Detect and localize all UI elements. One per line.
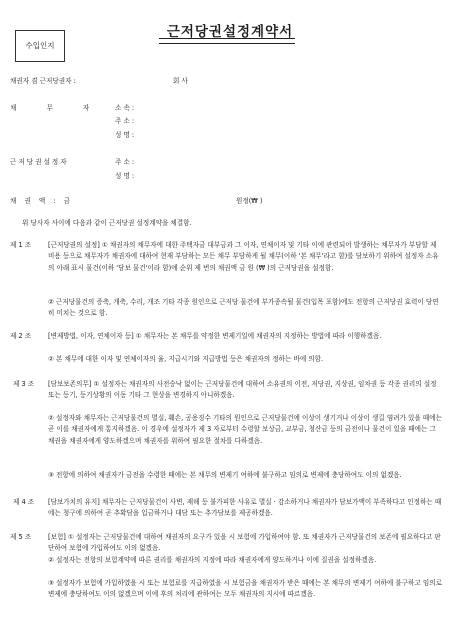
revenue-stamp-box: 수입인지 [15,30,65,62]
article-2-paragraph-2: ② 본 채무에 대한 이자 및 연체이자의 율, 지급시기와 지급방법 등은 채권자의 정하는 바에 의함. [48,355,324,363]
article-5-paragraph-1: [보험] ① 설정자는 근저당물건에 대하여 채권자의 요구가 있을 시 보험에 가입하여야 함. 또 채권자가 근저당물건의 보존에 필요하다고 판단하여 보험에 가입하여도 이의 없겠음. [48,533,441,553]
article-5-heading: 제 5 조 [10,533,32,541]
article-3-paragraph-3: ③ 전항에 의하여 채권자가 금전을 수령한 때에는 본 채무의 변제기 여하에 불구하고 임의로 변제에 충당하여도 이의 없겠음. [48,471,402,479]
article-1-heading: 제 1 조 [10,241,32,249]
article-1-paragraph-2: ② 근저당물건의 증축, 개축, 수리, 개조 기타 각종 원인으로 근저당 물건에 부가종속될 물건(입목 포함)에도 전항의 근저당권 효력이 당연히 미치는 것으로 함. [48,298,439,318]
article-3-paragraph-2: ② 설정자와 채무자는 근저당물건의 멸실, 훼손, 공용징수 기타의 원인으로 근저당물건에 이상이 생기거나 이상이 생길 염려가 있을 때에는 곧 이를 채권자에게 통지하겠음. 이 경우에 설정자가 제 3 자로부터 수령할 보상금, 교부금, 청산금 등의 금전이나 물건이 있을 때에는 그 채권을 채권자에게 양도하겠으며 채권자를 위하여 필요한 절차를 다하겠음. [48,414,442,445]
debtor-field-address: 주 소 : [115,117,135,125]
debtor-field-affiliation: 소 속 : [115,104,135,112]
article-5-paragraph-2: ② 설정자는 전항의 보험계약에 따른 권리를 채권자의 지정에 따라 채권자에게 양도하거나 이에 질권을 설정하겠음. [48,556,377,564]
claim-amount-label: 채 권 액 : 금 [10,197,74,205]
title-double-underline [159,38,295,44]
article-4-heading: 제 4 조 [13,498,35,506]
article-3-paragraph-1: [담보보존의무] ① 설정자는 채권자의 사전승낙 없이는 근저당물건에 대하여 소유권의 이전, 저당권, 지상권, 임차권 등 각종 권리의 설정 또는 등기, 등기상황의 이동 기타 그 현상을 변경하지 아니하겠음. [48,380,437,400]
mortgagor-label: 근저당권설정자 [10,158,69,166]
intro-sentence: 위 당사자 사이에 다음과 같이 근저당권 설정계약을 체결함. [22,219,192,227]
article-2-heading: 제 2 조 [10,332,32,340]
mortgagor-field-name: 성 명 : [115,172,135,180]
article-3-heading: 제 3 조 [13,380,35,388]
article-4-paragraph-1: [담보가치의 유지] 채무자는 근저당물건이 사변, 재해 등 불가피한 사유로 멸실 · 감소하거나 채권자가 담보가액이 부족하다고 인정하는 때에는 청구에 의하여 곧 추확담을 입금하거나 대담 또는 추가담보를 제공하겠음. [48,498,442,518]
creditor-label: 채권자 겸 근저당권자 : [10,77,76,85]
document-title: 근저당권설정계약서 [166,24,294,40]
article-1-paragraph-1: [근저당권의 설정] ① 채권자의 채무자에 대한 주택자금 대부금과 그 이자, 연체이자 및 기타 이에 관련되어 발생하는 채무자가 부담할 제 비용 등으로 채무자가 채권자에 대하여 현재 부담하는 모든 채무 부담하게 될 채무(이하 '본 채무'라고 함)를 담보하기 위하여 설정자 소유의 아래 표시 물건(이하 '담보 물건'이라 함)에 순위 제 번의 채권액 금 원 (₩ )의 근저당권을 설정함. [48,241,439,272]
debtor-label: 채 무 자 [10,104,104,112]
mortgagor-field-address: 주 소 : [115,158,135,166]
claim-amount-value: 원정(₩ ) [236,197,263,205]
creditor-value: 회 사 [173,77,188,85]
debtor-field-name: 성 명 : [115,131,135,139]
article-2-paragraph-1: [변제방법, 이자, 연체이자 등] ① 채무자는 본 채무를 약정한 변제기일에 채권자의 지정하는 방법에 따라 이행하겠음. [48,332,382,340]
article-5-paragraph-3: ③ 설정자가 보험에 가입하였을 시 또는 보험료를 지급하였을 시 보험금을 채권자가 받은 때에는 본 채무의 변제기 여하에 불구하고 임의로 변제에 충당하여도 이의 없겠으며 이에 후의 처리에 관하여는 모두 채권자의 지시에 따르겠음. [48,579,442,599]
